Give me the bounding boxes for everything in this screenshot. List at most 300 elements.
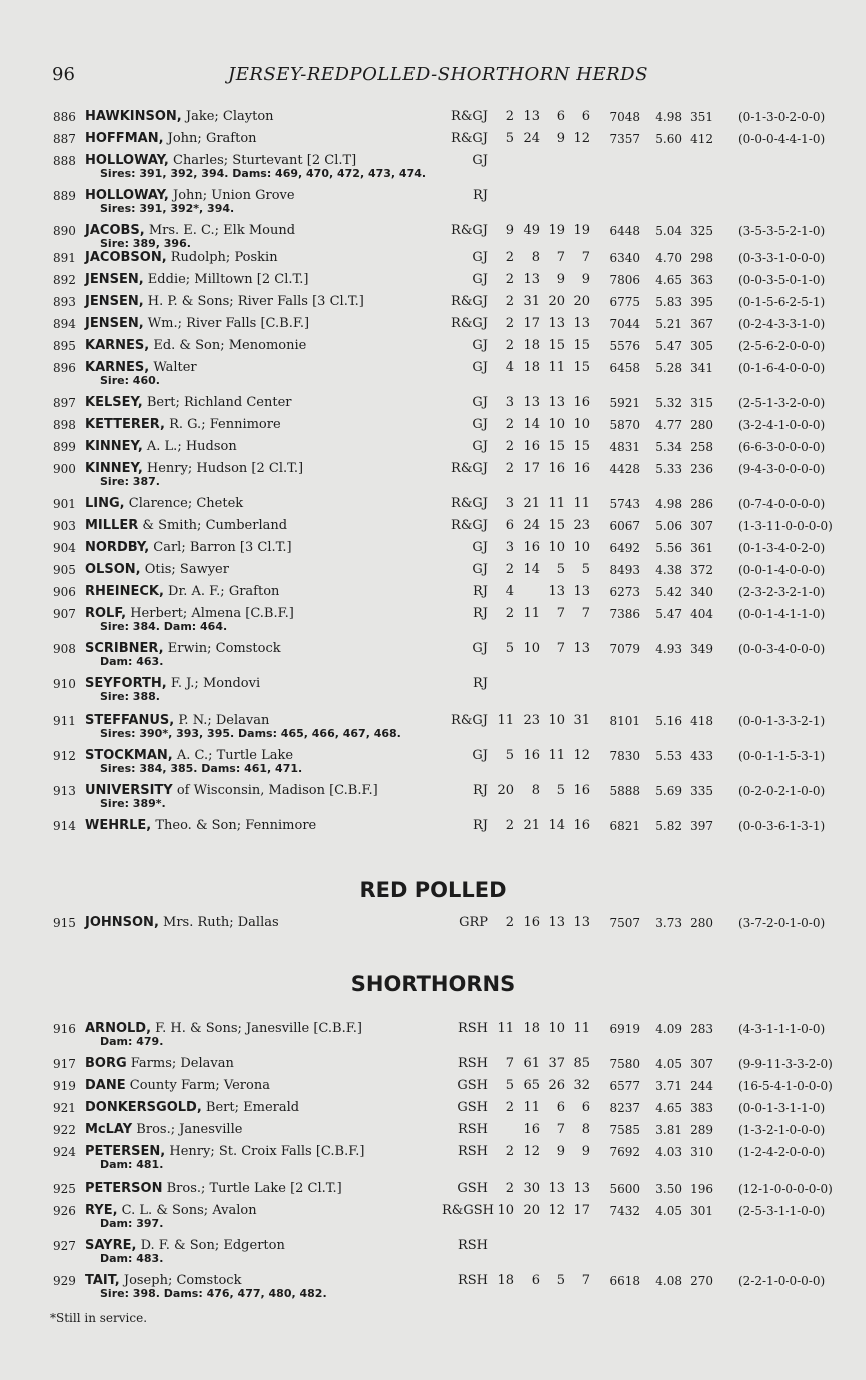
records-count: 9 (556, 1144, 565, 1159)
owner-surname: KINNEY, (85, 461, 143, 476)
total-count: 12 (573, 131, 590, 146)
total-count: 85 (573, 1056, 590, 1071)
fat-percent: 5.16 (655, 714, 682, 728)
owner-details: John; Union Grove (168, 188, 295, 203)
years-count: 2 (505, 109, 514, 124)
breed-code: R&GJ (451, 294, 488, 309)
cows-count: 20 (523, 1203, 540, 1218)
breed-code: GJ (472, 562, 488, 577)
owner-details: Otis; Sawyer (140, 562, 229, 577)
breed-code: RJ (473, 584, 488, 599)
herd-number: 900 (53, 462, 76, 476)
owner-surname: MILLER (85, 518, 139, 533)
years-count: 2 (505, 338, 514, 353)
fat-pounds: 349 (690, 642, 713, 656)
herd-number: 897 (53, 396, 76, 410)
owner-details: Ed. & Son; Menomonie (149, 338, 307, 353)
breed-code: R&GJ (451, 109, 488, 124)
milk-pounds: 8101 (609, 714, 640, 728)
herd-number: 889 (53, 189, 76, 203)
fat-percent: 5.82 (655, 819, 682, 833)
owner-surname: JACOBSON, (85, 250, 167, 265)
classification: (0-2-4-3-3-1-0) (738, 317, 826, 331)
owner-details: Eddie; Milltown [2 Cl.T.] (143, 272, 309, 287)
breed-code: R&GJ (451, 223, 488, 238)
total-count: 11 (573, 1021, 590, 1036)
herd-number: 910 (53, 677, 76, 691)
total-count: 23 (573, 518, 590, 533)
breed-code: R&GSH (442, 1203, 494, 1218)
records-count: 7 (556, 1122, 565, 1137)
milk-pounds: 7580 (609, 1057, 640, 1071)
owner-entry (85, 272, 308, 288)
fat-pounds: 341 (690, 361, 713, 375)
cows-count: 8 (531, 783, 540, 798)
owner-entry (85, 417, 281, 433)
owner-details: Bros.; Turtle Lake [2 Cl.T.] (162, 1181, 342, 1196)
cows-count: 18 (523, 360, 540, 375)
records-count: 7 (556, 606, 565, 621)
classification: (0-1-3-4-0-2-0) (738, 541, 826, 555)
fat-pounds: 395 (690, 295, 713, 309)
years-count: 2 (505, 439, 514, 454)
years-count: 2 (505, 562, 514, 577)
cows-count: 13 (523, 109, 540, 124)
fat-pounds: 270 (690, 1274, 713, 1288)
owner-details: Theo. & Son; Fennimore (151, 818, 317, 833)
years-count: 5 (505, 641, 514, 656)
herd-number: 899 (53, 440, 76, 454)
herd-number: 907 (53, 607, 76, 621)
records-count: 11 (548, 360, 565, 375)
owner-surname: SAYRE, (85, 1238, 137, 1253)
owner-details: Jake; Clayton (181, 109, 274, 124)
breed-code: GJ (472, 153, 488, 168)
cows-count: 61 (523, 1056, 540, 1071)
owner-details: Bros.; Janesville (132, 1122, 243, 1137)
fat-pounds: 404 (690, 607, 713, 621)
total-count: 13 (573, 915, 590, 930)
cows-count: 24 (523, 518, 540, 533)
breed-code: GSH (457, 1078, 488, 1093)
classification: (0-0-0-4-4-1-0) (738, 132, 826, 146)
owner-entry (85, 1181, 342, 1197)
fat-pounds: 367 (690, 317, 713, 331)
total-count: 7 (581, 606, 590, 621)
cows-count: 21 (523, 818, 540, 833)
records-count: 26 (548, 1078, 565, 1093)
total-count: 31 (573, 713, 590, 728)
section-heading: RED POLLED (359, 878, 507, 902)
sire-dam-line: Sires: 390*, 393, 395. Dams: 465, 466, 467, 468. (100, 727, 401, 740)
records-count: 10 (548, 1021, 565, 1036)
classification: (1-2-4-2-0-0-0) (738, 1145, 826, 1159)
sire-dam-line: Sire: 388. (100, 690, 160, 703)
cows-count: 13 (523, 272, 540, 287)
fat-percent: 4.77 (655, 418, 682, 432)
fat-percent: 4.09 (655, 1022, 682, 1036)
records-count: 19 (548, 223, 565, 238)
total-count: 9 (581, 1144, 590, 1159)
fat-percent: 5.21 (655, 317, 682, 331)
classification: (3-2-4-1-0-0-0) (738, 418, 826, 432)
owner-surname: RYE, (85, 1203, 118, 1218)
owner-surname: KINNEY, (85, 439, 143, 454)
fat-pounds: 244 (690, 1079, 713, 1093)
fat-pounds: 361 (690, 541, 713, 555)
milk-pounds: 6775 (609, 295, 640, 309)
milk-pounds: 7692 (609, 1145, 640, 1159)
sire-dam-line: Sire: 398. Dams: 476, 477, 480, 482. (100, 1287, 327, 1300)
footnote: *Still in service. (50, 1311, 148, 1325)
records-count: 12 (548, 1203, 565, 1218)
milk-pounds: 5870 (609, 418, 640, 432)
years-count: 4 (505, 584, 514, 599)
owner-surname: PETERSON (85, 1181, 163, 1196)
records-count: 9 (556, 272, 565, 287)
classification: (9-4-3-0-0-0-0) (738, 462, 826, 476)
records-count: 20 (548, 294, 565, 309)
owner-details: Farms; Delavan (126, 1056, 234, 1071)
fat-pounds: 340 (690, 585, 713, 599)
herd-number: 922 (53, 1123, 76, 1137)
total-count: 15 (573, 338, 590, 353)
records-count: 6 (556, 1100, 565, 1115)
milk-pounds: 7830 (609, 749, 640, 763)
fat-pounds: 305 (690, 339, 713, 353)
classification: (0-7-4-0-0-0-0) (738, 497, 826, 511)
classification: (1-3-11-0-0-0-0) (738, 519, 833, 533)
fat-pounds: 301 (690, 1204, 713, 1218)
herd-number: 913 (53, 784, 76, 798)
owner-details: Dr. A. F.; Grafton (163, 584, 280, 599)
breed-code: R&GJ (451, 131, 488, 146)
breed-code: R&GJ (451, 316, 488, 331)
total-count: 13 (573, 1181, 590, 1196)
fat-percent: 5.83 (655, 295, 682, 309)
total-count: 15 (573, 360, 590, 375)
years-count: 2 (505, 294, 514, 309)
years-count: 7 (505, 1056, 514, 1071)
owner-details: F. H. & Sons; Janesville [C.B.F.] (151, 1021, 362, 1036)
fat-percent: 4.98 (655, 110, 682, 124)
fat-percent: 4.03 (655, 1145, 682, 1159)
owner-details: Charles; Sturtevant [2 Cl.T] (168, 153, 357, 168)
owner-entry (85, 250, 278, 266)
herd-number: 901 (53, 497, 76, 511)
cows-count: 14 (523, 562, 540, 577)
fat-pounds: 283 (690, 1022, 713, 1036)
total-count: 7 (581, 250, 590, 265)
fat-pounds: 289 (690, 1123, 713, 1137)
milk-pounds: 7432 (609, 1204, 640, 1218)
breed-code: RSH (457, 1021, 488, 1036)
years-count: 2 (505, 461, 514, 476)
owner-surname: SEYFORTH, (85, 676, 167, 691)
herd-number: 887 (53, 132, 76, 146)
owner-entry (85, 1122, 242, 1138)
owner-details: of Wisconsin, Madison [C.B.F.] (172, 783, 378, 798)
years-count: 5 (505, 1078, 514, 1093)
cows-count: 18 (523, 338, 540, 353)
fat-pounds: 298 (690, 251, 713, 265)
records-count: 6 (556, 109, 565, 124)
owner-surname: KELSEY, (85, 395, 143, 410)
owner-surname: OLSON, (85, 562, 141, 577)
owner-surname: HOLLOWAY, (85, 153, 169, 168)
owner-details: Bert; Richland Center (142, 395, 292, 410)
breed-code: RJ (473, 783, 488, 798)
total-count: 6 (581, 1100, 590, 1115)
owner-surname: TAIT, (85, 1273, 120, 1288)
herd-number: 894 (53, 317, 76, 331)
milk-pounds: 7386 (609, 607, 640, 621)
owner-surname: ROLF, (85, 606, 127, 621)
sire-dam-line: Sires: 391, 392, 394. Dams: 469, 470, 472, 473, 474. (100, 167, 427, 180)
years-count: 3 (505, 540, 514, 555)
classification: (0-2-0-2-1-0-0) (738, 784, 826, 798)
breed-code: GJ (472, 641, 488, 656)
breed-code: GJ (472, 748, 488, 763)
milk-pounds: 4428 (609, 462, 640, 476)
years-count: 2 (505, 417, 514, 432)
sire-dam-line: Sire: 460. (100, 374, 160, 387)
years-count: 2 (505, 250, 514, 265)
fat-percent: 4.98 (655, 497, 682, 511)
herd-number: 927 (53, 1239, 76, 1253)
owner-surname: DONKERSGOLD, (85, 1100, 202, 1115)
owner-details: P. N.; Delavan (174, 713, 270, 728)
total-count: 16 (573, 461, 590, 476)
milk-pounds: 6067 (609, 519, 640, 533)
breed-code: GSH (457, 1100, 488, 1115)
owner-entry (85, 540, 292, 556)
milk-pounds: 5921 (609, 396, 640, 410)
sire-dam-line: Sire: 384. Dam: 464. (100, 620, 228, 633)
classification: (4-3-1-1-1-0-0) (738, 1022, 826, 1036)
breed-code: GJ (472, 272, 488, 287)
records-count: 15 (548, 518, 565, 533)
years-count: 2 (505, 1100, 514, 1115)
fat-pounds: 196 (690, 1182, 713, 1196)
total-count: 6 (581, 109, 590, 124)
breed-code: GJ (472, 360, 488, 375)
herd-number: 906 (53, 585, 76, 599)
owner-details: Henry; St. Croix Falls [C.B.F.] (165, 1144, 365, 1159)
owner-entry (85, 584, 279, 600)
total-count: 20 (573, 294, 590, 309)
owner-entry (85, 439, 237, 455)
records-count: 14 (548, 818, 565, 833)
fat-percent: 3.50 (655, 1182, 682, 1196)
records-count: 13 (548, 316, 565, 331)
herd-number: 896 (53, 361, 76, 375)
breed-code: GJ (472, 250, 488, 265)
sire-dam-line: Dam: 463. (100, 655, 164, 668)
cows-count: 65 (523, 1078, 540, 1093)
owner-details: A. C.; Turtle Lake (172, 748, 294, 763)
years-count: 2 (505, 316, 514, 331)
years-count: 3 (505, 496, 514, 511)
cows-count: 6 (531, 1273, 540, 1288)
owner-entry (85, 109, 274, 125)
herd-number: 893 (53, 295, 76, 309)
years-count: 2 (505, 818, 514, 833)
cows-count: 23 (523, 713, 540, 728)
classification: (2-3-2-3-2-1-0) (738, 585, 826, 599)
records-count: 10 (548, 540, 565, 555)
years-count: 20 (497, 783, 514, 798)
herd-number: 904 (53, 541, 76, 555)
classification: (6-6-3-0-0-0-0) (738, 440, 826, 454)
classification: (0-0-1-4-1-1-0) (738, 607, 826, 621)
cows-count: 49 (523, 223, 540, 238)
herd-number: 911 (53, 714, 76, 728)
fat-percent: 4.65 (655, 1101, 682, 1115)
cows-count: 13 (523, 395, 540, 410)
cows-count: 24 (523, 131, 540, 146)
fat-percent: 5.04 (655, 224, 682, 238)
milk-pounds: 8237 (609, 1101, 640, 1115)
owner-entry (85, 294, 364, 310)
fat-pounds: 412 (690, 132, 713, 146)
herd-number: 903 (53, 519, 76, 533)
milk-pounds: 7507 (609, 916, 640, 930)
owner-details: Bert; Emerald (201, 1100, 300, 1115)
herd-number: 924 (53, 1145, 76, 1159)
herd-number: 912 (53, 749, 76, 763)
fat-percent: 5.47 (655, 339, 682, 353)
total-count: 13 (573, 584, 590, 599)
cows-count: 12 (523, 1144, 540, 1159)
fat-percent: 5.06 (655, 519, 682, 533)
sire-dam-line: Dam: 481. (100, 1158, 164, 1171)
owner-details: Mrs. E. C.; Elk Mound (144, 223, 296, 238)
fat-percent: 5.28 (655, 361, 682, 375)
breed-code: R&GJ (451, 713, 488, 728)
cows-count: 10 (523, 641, 540, 656)
herd-number: 891 (53, 251, 76, 265)
milk-pounds: 8493 (609, 563, 640, 577)
classification: (0-1-3-0-2-0-0) (738, 110, 826, 124)
herd-number: 926 (53, 1204, 76, 1218)
herd-number: 919 (53, 1079, 76, 1093)
cows-count: 14 (523, 417, 540, 432)
sire-dam-line: Dam: 479. (100, 1035, 164, 1048)
cows-count: 8 (531, 250, 540, 265)
classification: (3-7-2-0-1-0-0) (738, 916, 826, 930)
total-count: 19 (573, 223, 590, 238)
fat-percent: 5.56 (655, 541, 682, 555)
sire-dam-line: Sires: 391, 392*, 394. (100, 202, 235, 215)
breed-code: GJ (472, 439, 488, 454)
owner-surname: ARNOLD, (85, 1021, 152, 1036)
owner-details: Wm.; River Falls [C.B.F.] (143, 316, 310, 331)
breed-code: RJ (473, 676, 488, 691)
fat-pounds: 351 (690, 110, 713, 124)
owner-details: C. L. & Sons; Avalon (117, 1203, 257, 1218)
records-count: 10 (548, 417, 565, 432)
records-count: 7 (556, 250, 565, 265)
cows-count: 16 (523, 748, 540, 763)
milk-pounds: 7357 (609, 132, 640, 146)
total-count: 13 (573, 641, 590, 656)
fat-percent: 5.53 (655, 749, 682, 763)
section-heading: SHORTHORNS (350, 972, 516, 996)
owner-details: Henry; Hudson [2 Cl.T.] (142, 461, 304, 476)
owner-entry (85, 338, 306, 354)
breed-code: RSH (457, 1122, 488, 1137)
classification: (1-3-2-1-0-0-0) (738, 1123, 826, 1137)
classification: (2-2-1-0-0-0-0) (738, 1274, 826, 1288)
years-count: 3 (505, 395, 514, 410)
owner-surname: LING, (85, 496, 125, 511)
classification: (3-5-3-5-2-1-0) (738, 224, 826, 238)
years-count: 18 (497, 1273, 514, 1288)
owner-details: Clarence; Chetek (124, 496, 244, 511)
fat-percent: 4.93 (655, 642, 682, 656)
owner-surname: HOFFMAN, (85, 131, 164, 146)
years-count: 9 (505, 223, 514, 238)
milk-pounds: 5576 (609, 339, 640, 353)
owner-details: D. F. & Son; Edgerton (136, 1238, 285, 1253)
breed-code: RJ (473, 606, 488, 621)
classification: (2-5-1-3-2-0-0) (738, 396, 826, 410)
sire-dam-line: Sire: 387. (100, 475, 160, 488)
fat-percent: 3.71 (655, 1079, 682, 1093)
owner-surname: HOLLOWAY, (85, 188, 169, 203)
fat-percent: 4.08 (655, 1274, 682, 1288)
fat-pounds: 418 (690, 714, 713, 728)
owner-entry (85, 316, 309, 332)
fat-pounds: 280 (690, 916, 713, 930)
owner-details: John; Grafton (163, 131, 257, 146)
records-count: 9 (556, 131, 565, 146)
records-count: 37 (548, 1056, 565, 1071)
owner-entry (85, 562, 229, 578)
owner-entry (85, 395, 292, 411)
fat-percent: 4.38 (655, 563, 682, 577)
fat-percent: 5.33 (655, 462, 682, 476)
breed-code: RJ (473, 188, 488, 203)
total-count: 12 (573, 748, 590, 763)
herd-number: 888 (53, 154, 76, 168)
owner-surname: JACOBS, (85, 223, 145, 238)
breed-code: GJ (472, 338, 488, 353)
records-count: 15 (548, 439, 565, 454)
cows-count: 17 (523, 316, 540, 331)
records-count: 13 (548, 584, 565, 599)
total-count: 32 (573, 1078, 590, 1093)
breed-code: GJ (472, 540, 488, 555)
owner-surname: SCRIBNER, (85, 641, 164, 656)
total-count: 5 (581, 562, 590, 577)
breed-code: GSH (457, 1181, 488, 1196)
years-count: 2 (505, 606, 514, 621)
cows-count: 31 (523, 294, 540, 309)
owner-surname: JOHNSON, (85, 915, 159, 930)
herd-number: 890 (53, 224, 76, 238)
owner-details: Mrs. Ruth; Dallas (158, 915, 279, 930)
milk-pounds: 6340 (609, 251, 640, 265)
milk-pounds: 6273 (609, 585, 640, 599)
years-count: 11 (497, 1021, 514, 1036)
classification: (9-9-11-3-3-2-0) (738, 1057, 833, 1071)
owner-entry (85, 496, 243, 512)
classification: (0-0-3-4-0-0-0) (738, 642, 826, 656)
fat-percent: 5.69 (655, 784, 682, 798)
owner-details: & Smith; Cumberland (138, 518, 288, 533)
